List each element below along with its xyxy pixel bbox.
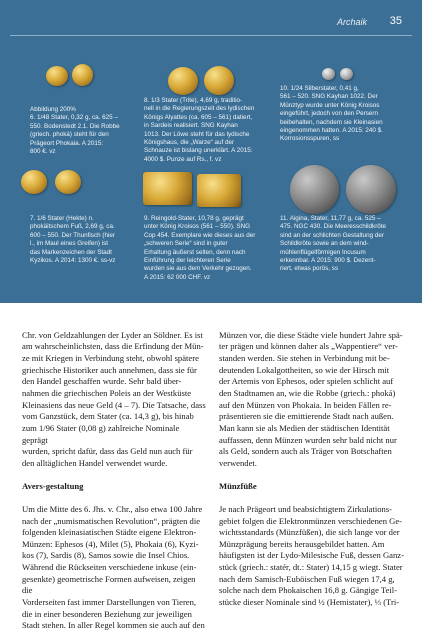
coin-10-obverse xyxy=(322,68,335,80)
running-header xyxy=(0,14,422,28)
coin-7-reverse xyxy=(55,170,81,194)
coin-6-obverse xyxy=(46,66,68,86)
coin-7-obverse xyxy=(21,170,47,194)
left-paragraph-1: Chr. von Geldzahlungen der Lyder an Söldner. Es ist am wahrscheinlichsten, dass die Erfindung der Mün- ze mit Kriegen in Verbindung steht, obwohl spätere griechische Historiker auch annehmen, dass sie für den Handel geschaffen wurde. Sehr bald über- nahmen die griechischen Poleis an der Westküste Kleinasiens das neue Geld (4 – 7). Die Tatsache, dass vom Ganzstück, dem Stater (ca. 14,3 g), bis hinab zum 1/96 Stater (0,08 g) zahlreiche Nominale geprägt wurden, spricht dafür, dass das Geld nun auch für den alltäglichen Handel verwendet wurde. xyxy=(22,329,206,468)
left-paragraph-2: Um die Mitte des 6. Jhs. v. Chr., also etwa 100 Jahre nach der „numismatischen Revolution“, prägten die folgenden kleinasiatischen Städte eigene Elektron- Münzen: Ephesos (4), Milet (5), Phokaia (6), Kyzi- kos (7), Sardis (8), Samos sowie die Insel Chios. Während die Rückseiten verschiedene inkuse (ein- gesenkte) geometrische Formen aufweisen, zeigen die Vorderseiten fast immer Darstellungen von Tieren, die in einer besonderen Beziehung zur jeweiligen Stadt stehen. In aller Regel kommen sie auch auf den xyxy=(22,503,205,631)
coin-11-reverse xyxy=(346,165,396,214)
right-paragraph-2: Je nach Prägeort und beabsichtigtem Zirkulations- gebiet folgen die Elektronmünzen verschiedenen Ge- wichtsstandards (Münzfüßen), die sich lange vor der Münzprägung bereits herausgebildet hatten. Am häufigsten ist der Lydo-Milesische Fuß, dessen Ganz- stück (griech.: statér, dt.: Stater) 14,15 g wiegt. Stater nach dem Samisch-Euböischen Fuß wiegen 17,4 g, solche nach dem Phokaischen 16,8 g. Gängige Teil- stücke dieser Nominale sind ½ (Hemistater), ⅓ (Tri- xyxy=(219,503,404,608)
section-title: Archaik xyxy=(336,17,367,27)
left-heading: Avers-gestaltung xyxy=(22,480,84,491)
coin-10-reverse xyxy=(340,68,353,80)
right-paragraph-1: Münzen vor, die diese Städte viele hundert Jahre spä- ter prägen und können daher als „Wappentiere“ ver- standen werden. Sie stehen in Verbindung mit be- deutenden Lokalgottheiten, so wie der Hirsch mit der Artemis von Ephesos, oder spielen schlicht auf den Stadtnamen an, wie die Robbe (griech.: phoká) auf den Münzen von Phokaia. In beiden Fällen re- präsentieren sie die emittierende Stadt nach außen. Man kann sie als Medien der städtischen Identität auffassen, denn Münzen wurden sehr bald nicht nur als Geld, sondern auch als Träger von Botschaften verwendet. xyxy=(219,329,403,468)
coin-11-obverse xyxy=(290,165,339,214)
caption-6: Abbildung 200% 6. 1/48 Stater, 0,32 g, ca. 625 – 550. Bodenstedt 2.1. Die Robbe (griech. phoká) steht für den Prägeort Phokaia. A 2015: 800 €. vz xyxy=(30,106,120,156)
right-column xyxy=(219,318,404,609)
header-rule xyxy=(10,35,412,36)
right-heading: Münzfüße xyxy=(219,480,257,491)
caption-8: 8. 1/3 Stater (Trite), 4,69 g, traditio- nell in die Regierungszeit des lydischen Königs Alyattes (ca. 605 – 561) datiert, in Sardeis realisiert. SNG Kayhan 1013. Der Löwe steht für das lydische Königshaus, die „Warze“ auf der Schnauze ist bislang unerklärt. A 2015: 4000 $. Punze auf Rs., f. vz xyxy=(144,97,255,163)
page-number: 35 xyxy=(389,15,402,27)
caption-11: 11. Aigina, Stater, 11,77 g, ca. 525 – 475. NGC 430. Die Meeresschildkröte sind an der schlichten Gestaltung der Schildkröte sowie an dem wind- mühlenflügelförmigen Incusum erkennbar. A 2015: 900 $. Dezent- riert, etwas porös, ss xyxy=(280,215,387,273)
coin-6-reverse xyxy=(72,64,93,86)
caption-9: 9. Reingold-Stater, 10,78 g, geprägt unter König Kroisos (561 – 550). SNG Cop 454. Exemplare wie dieses aus der „schweren Serie“ sind in guter Erhaltung äußerst selten, denn nach Einführung der leichteren Serie wurden sie aus dem Verkehr gezogen. A 2015: 62 000 CHF. vz xyxy=(144,215,256,281)
coin-8-obverse xyxy=(168,67,198,95)
left-column xyxy=(22,318,207,632)
coin-8-reverse xyxy=(204,66,234,95)
caption-7: 7. 1/6 Stater (Hekte) n. phokäitschem Fuß, 2,69 g, ca. 600 – 550. Der Thunfisch (hier l., im Maul eines Greifen) ist das Markenzeichen der Stadt Kyzikos. A 2014: 1300 €. ss-vz xyxy=(30,215,116,265)
coin-figure-panel xyxy=(0,0,422,303)
coin-9-obverse xyxy=(143,172,192,205)
caption-10: 10. 1/24 Silberstater, 0,41 g, 561 – 520. SNG Kayhan 1022. Der Münztyp wurde unter König Kroisos eingeführt, jedoch von den Persern beibehalten, nachdem sie Kleinasien eingenommen hatten. A 2015: 240 $. Korrosionsspuren, ss xyxy=(280,85,383,143)
coin-9-reverse xyxy=(197,174,241,207)
